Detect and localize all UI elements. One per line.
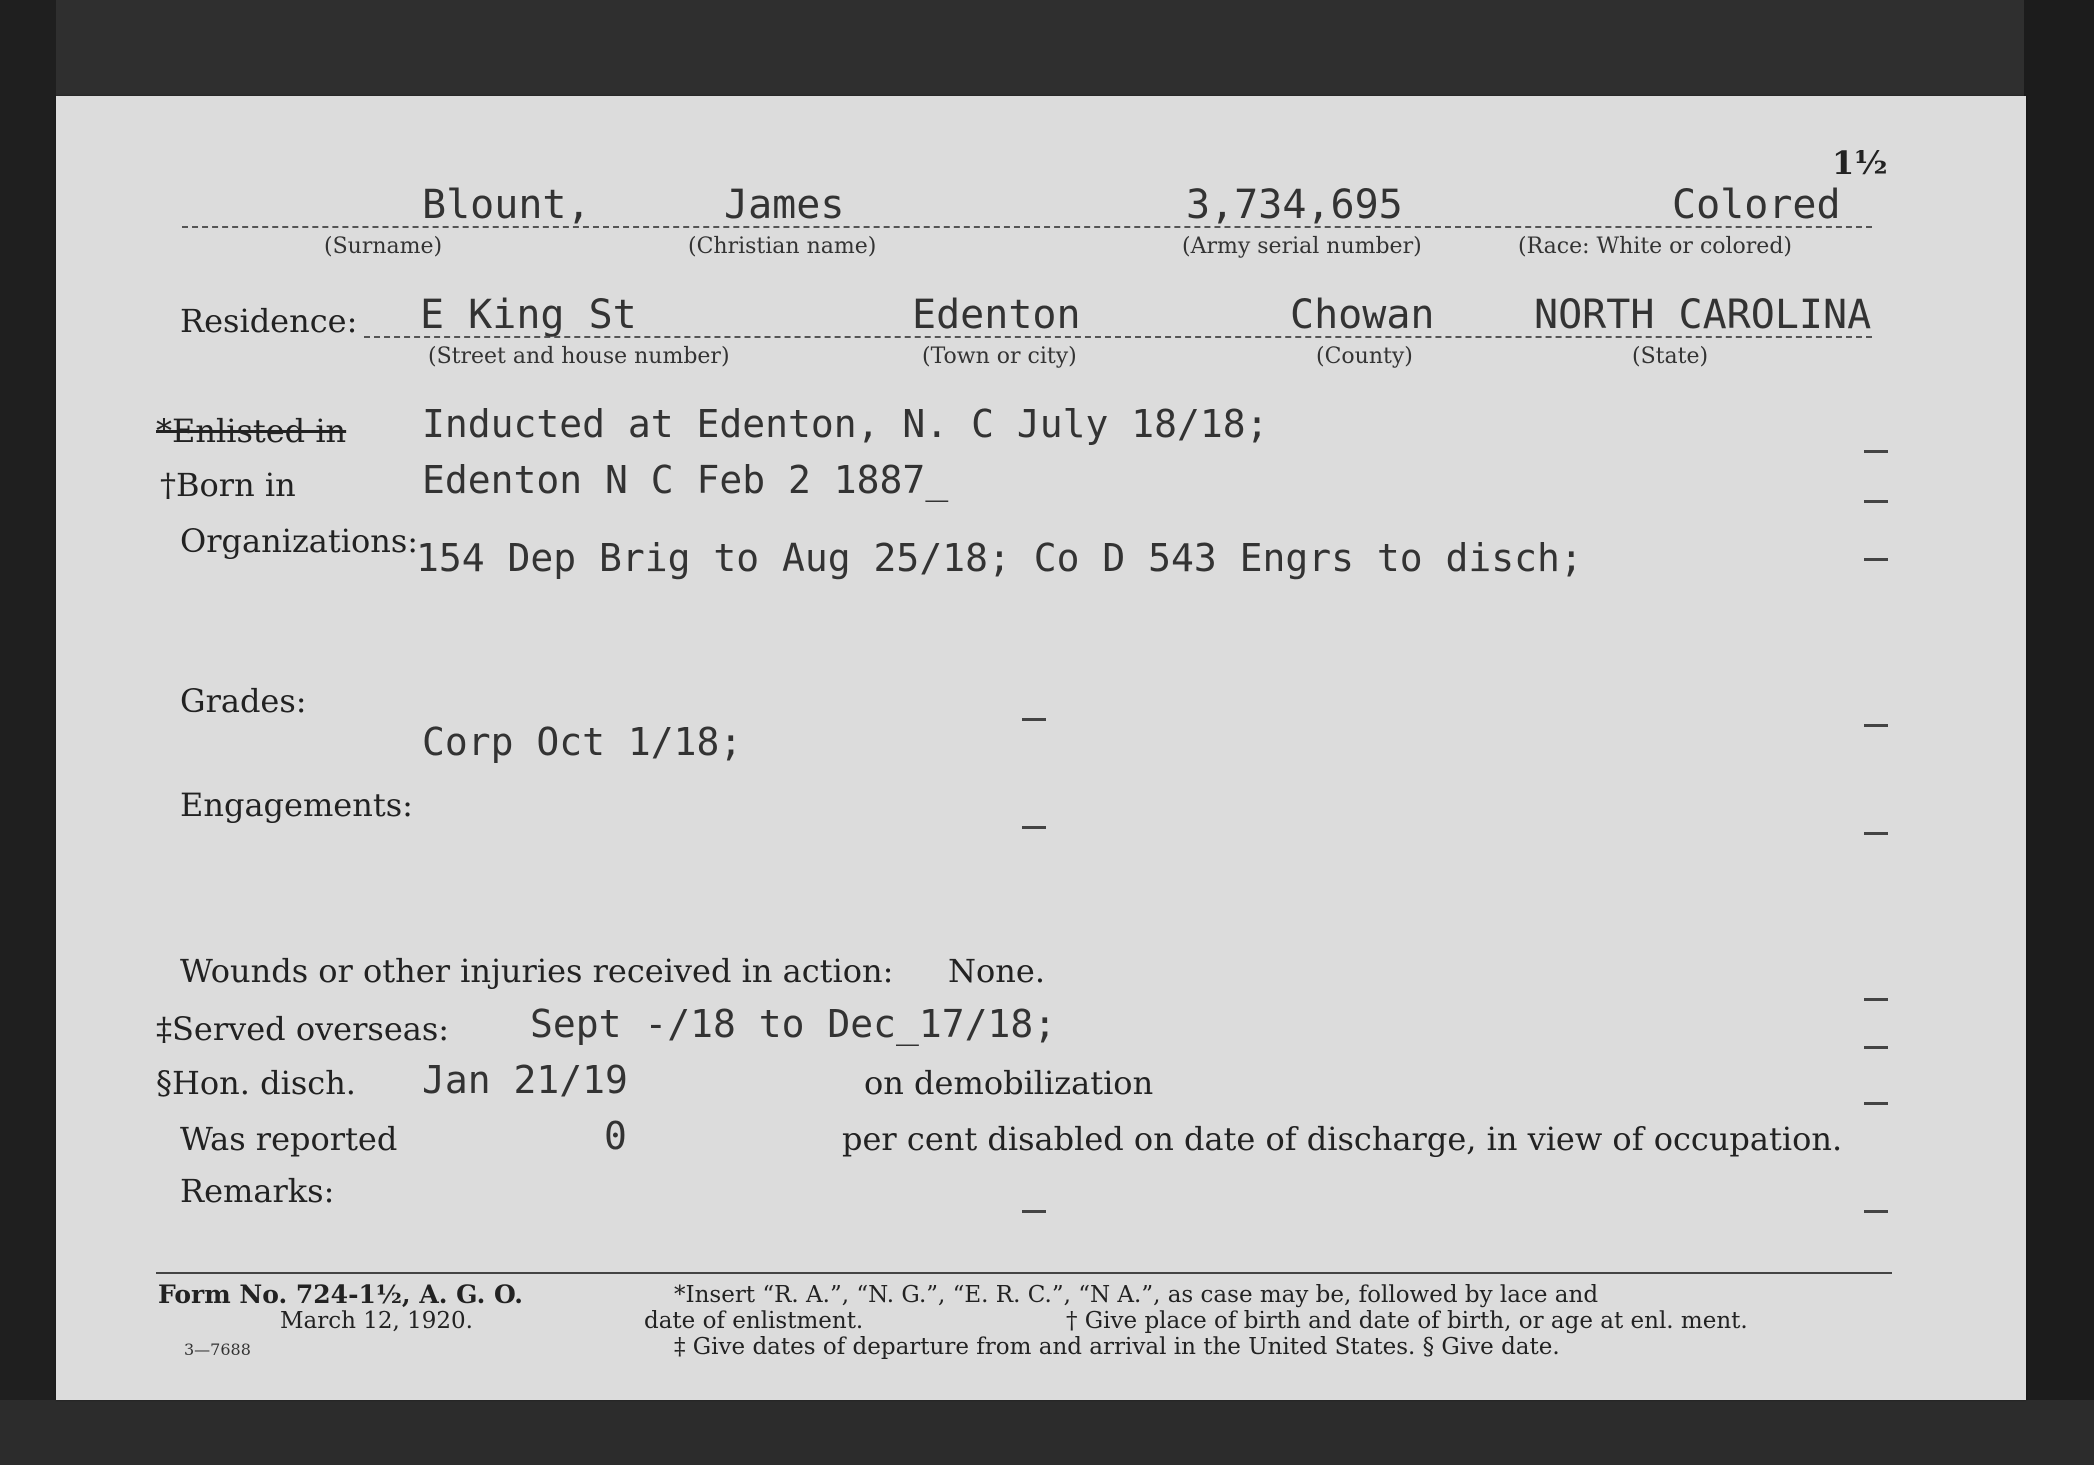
town-caption: (Town or city) [922, 344, 1077, 369]
footnote-line-1: *Insert “R. A.”, “N. G.”, “E. R. C.”, “N A.”, as case may be, followed by lace and [674, 1282, 1599, 1308]
service-record-card [56, 96, 2026, 1400]
footnote-line-2b: † Give place of birth and date of birth, or age at enl. ment. [1066, 1308, 1748, 1334]
wounds-dash [1864, 998, 1888, 1001]
print-code: 3—7688 [184, 1340, 251, 1359]
county-value: Chowan [1290, 292, 1435, 338]
reported-value: 0 [604, 1114, 627, 1158]
served-overseas-value: Sept -/18 to Dec_17/18; [530, 1002, 1057, 1046]
form-date: March 12, 1920. [280, 1308, 473, 1334]
serial-number-value: 3,734,695 [1186, 182, 1403, 228]
engagements-label: Engagements: [180, 786, 413, 824]
residence-label: Residence: [180, 302, 358, 340]
surname-caption: (Surname) [324, 234, 443, 259]
remarks-dash [1864, 1210, 1888, 1213]
street-caption: (Street and house number) [428, 344, 730, 369]
hon-disch-value: Jan 21/19 [422, 1058, 628, 1102]
born-label: †Born in [160, 466, 296, 504]
race-value: Colored [1672, 182, 1841, 228]
wounds-label: Wounds or other injuries received in action: [180, 952, 894, 990]
enlisted-dash [1864, 450, 1888, 453]
serial-number-caption: (Army serial number) [1182, 234, 1422, 259]
hon-disch-dash [1864, 1102, 1888, 1105]
scan-backdrop-left [0, 0, 56, 1465]
scan-backdrop-top [0, 0, 2094, 96]
served-overseas-dash [1864, 1046, 1888, 1049]
reported-note: per cent disabled on date of discharge, in view of occupation. [842, 1120, 1843, 1158]
reported-label: Was reported [180, 1120, 398, 1158]
footer-rule [156, 1272, 1892, 1274]
footnote-line-3: ‡ Give dates of departure from and arrival in the United States. § Give date. [674, 1334, 1560, 1360]
born-value: Edenton N C Feb 2 1887_ [422, 458, 949, 502]
corner-number: 1½ [1832, 144, 1888, 182]
scan-backdrop-right [2024, 0, 2094, 1465]
hon-disch-note: on demobilization [864, 1064, 1154, 1102]
remarks-label: Remarks: [180, 1172, 335, 1210]
enlisted-label: *Enlisted in [156, 412, 347, 450]
state-value: NORTH CAROLINA [1534, 292, 1872, 338]
scan-backdrop-bottom [0, 1400, 2094, 1465]
enlisted-value: Inducted at Edenton, N. C July 18/18; [422, 402, 1269, 446]
organizations-value: 154 Dep Brig to Aug 25/18; Co D 543 Engrs to disch; [416, 536, 1583, 580]
surname-value: Blount, [422, 182, 591, 228]
state-caption: (State) [1632, 344, 1709, 369]
served-overseas-label: ‡Served overseas: [156, 1010, 450, 1048]
christian-name-value: James [724, 182, 845, 228]
grades-mid-dash [1022, 718, 1046, 721]
grades-value: Corp Oct 1/18; [422, 720, 743, 764]
organizations-dash [1864, 558, 1888, 561]
street-value: E King St [420, 292, 637, 338]
form-number: Form No. 724-1½, A. G. O. [158, 1280, 524, 1309]
engagements-mid-dash [1022, 826, 1046, 829]
remarks-mid-dash [1022, 1210, 1046, 1213]
grades-dash [1864, 724, 1888, 727]
town-value: Edenton [912, 292, 1081, 338]
born-dash [1864, 500, 1888, 503]
footnote-line-2a: date of enlistment. [644, 1308, 864, 1334]
race-caption: (Race: White or colored) [1518, 234, 1792, 259]
engagements-dash [1864, 832, 1888, 835]
county-caption: (County) [1316, 344, 1413, 369]
grades-label: Grades: [180, 682, 307, 720]
hon-disch-label: §Hon. disch. [156, 1064, 356, 1102]
organizations-label: Organizations: [180, 522, 419, 560]
wounds-value: None. [948, 952, 1045, 990]
christian-name-caption: (Christian name) [688, 234, 877, 259]
